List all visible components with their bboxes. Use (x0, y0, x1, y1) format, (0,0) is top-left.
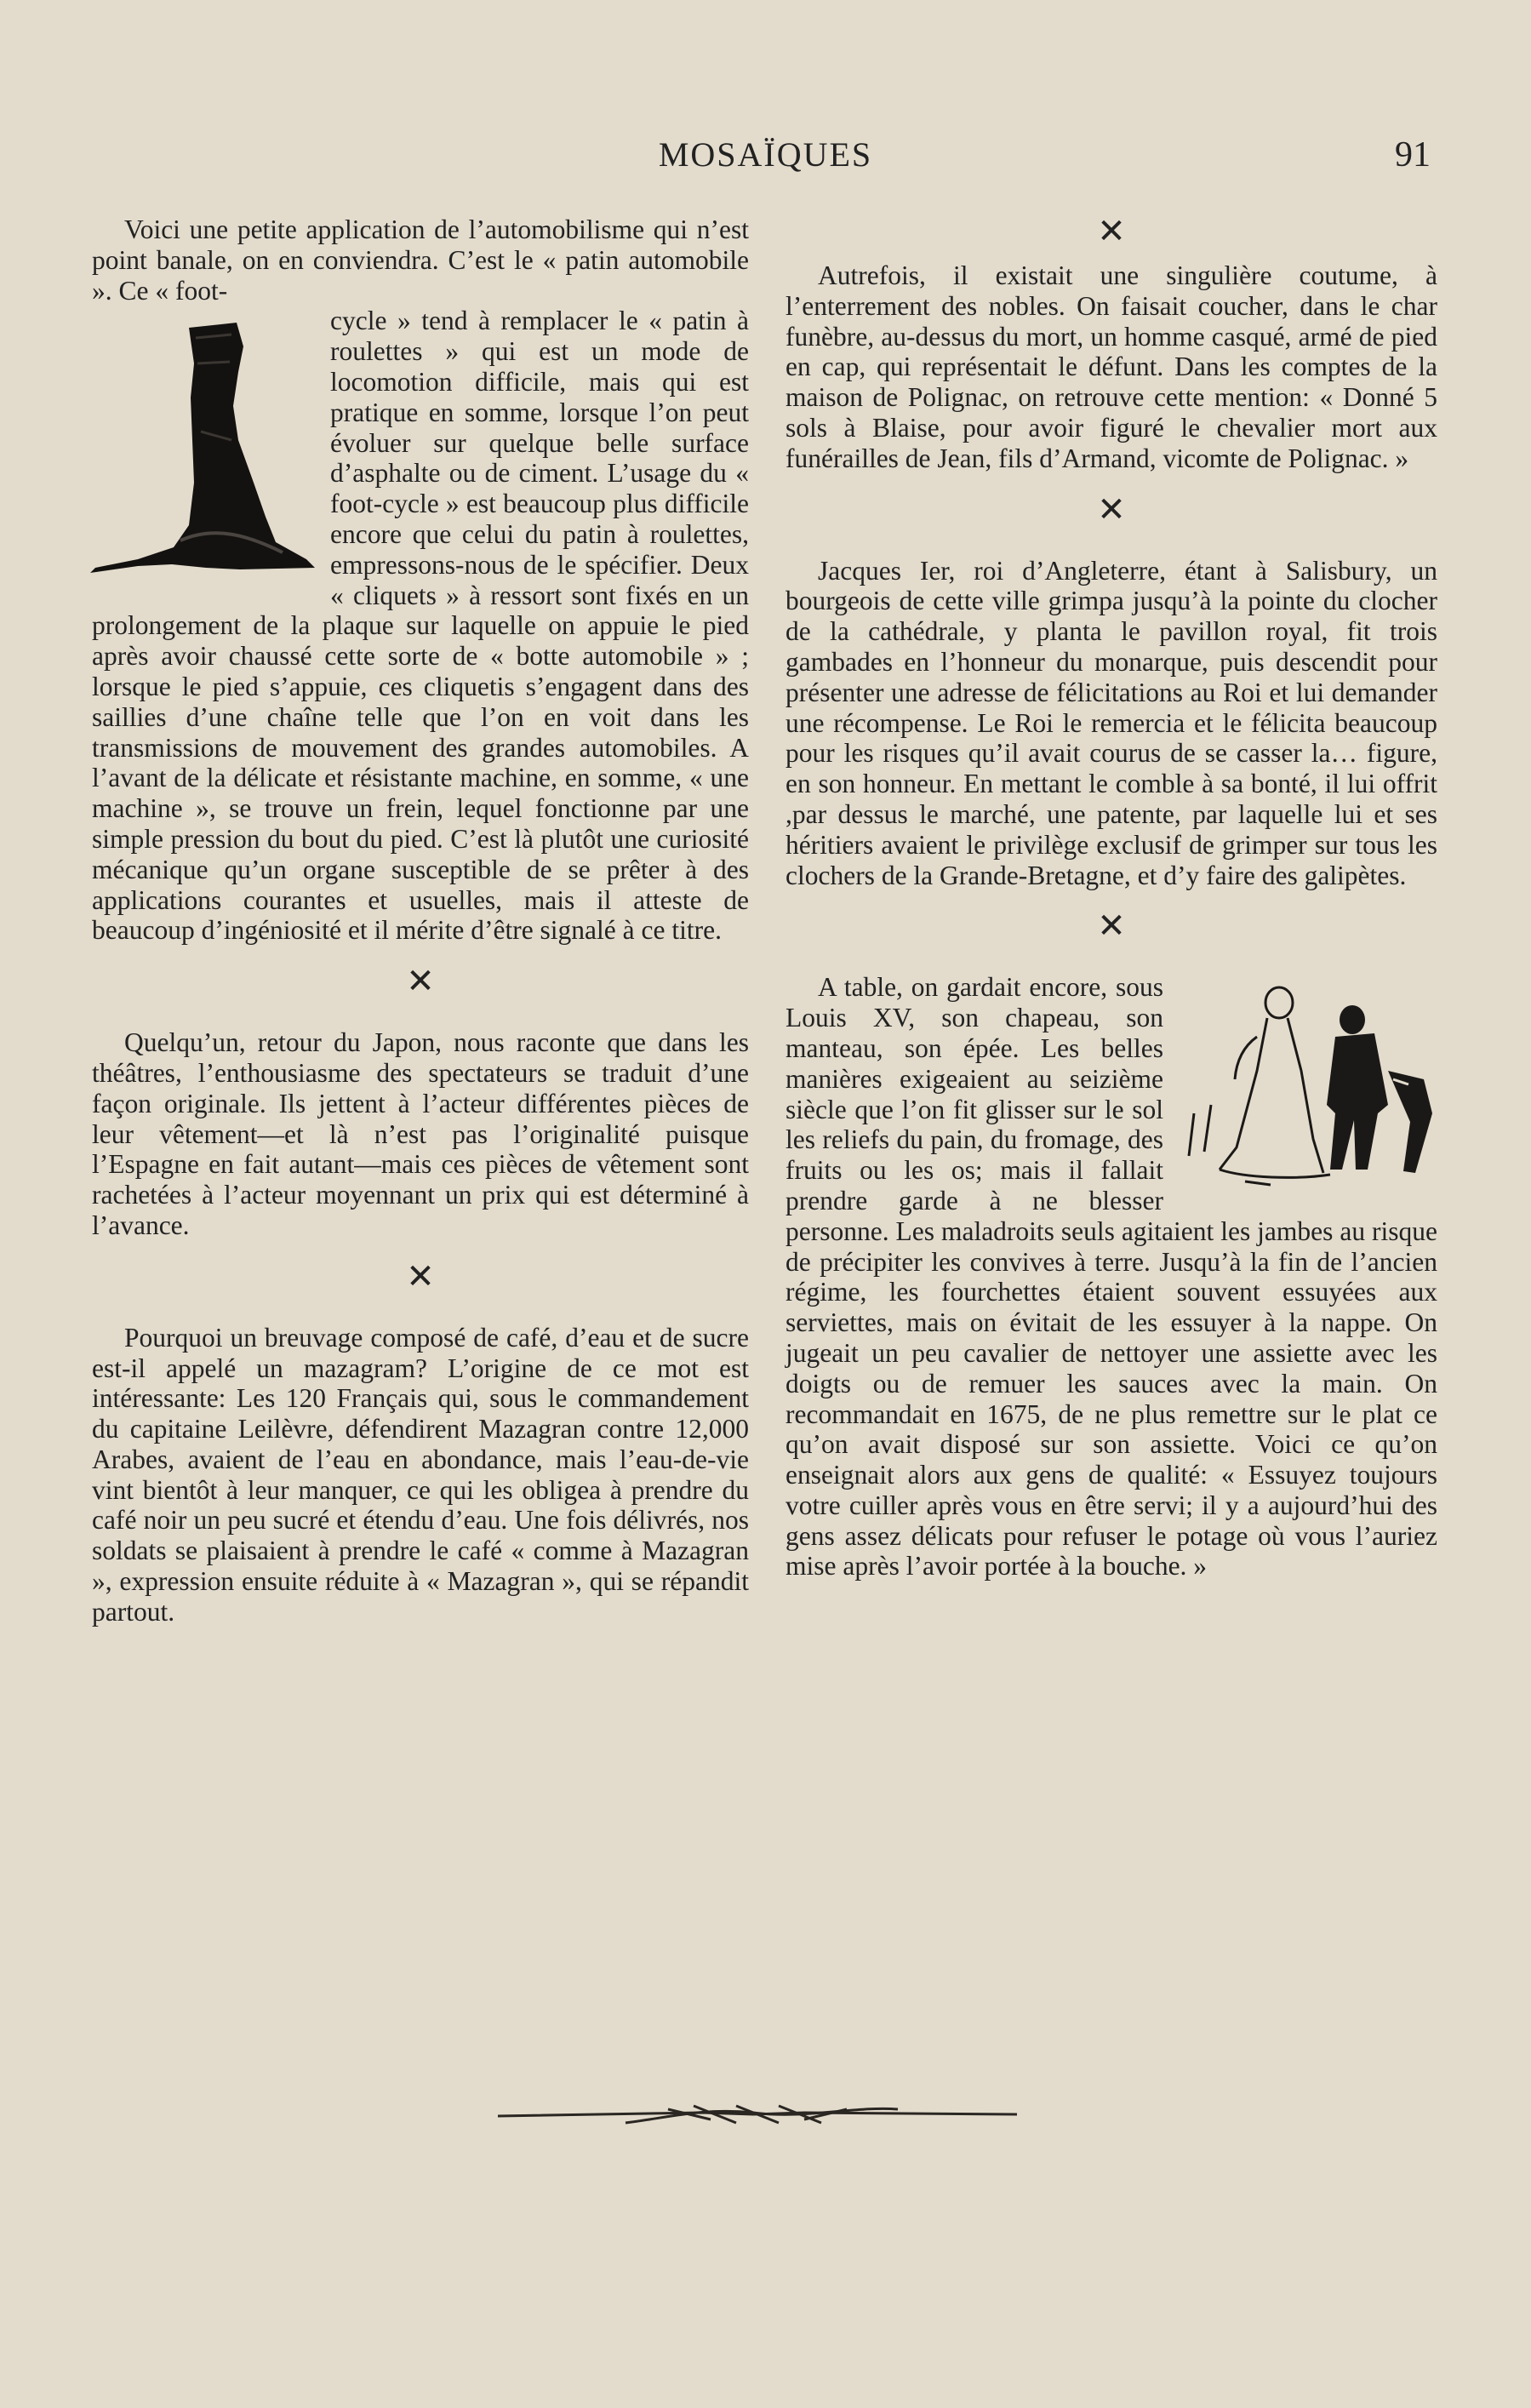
left-column (92, 214, 749, 1627)
section-separator: ✕ (406, 1256, 435, 1296)
decorative-ornament (498, 2097, 1017, 2131)
dining-figures-illustration (1185, 977, 1437, 1195)
right-column (785, 214, 1437, 1582)
page-number: 91 (1395, 135, 1431, 174)
article-jacques: Jacques Ier, roi d’Angleterre, étant à Salisbury, un bourgeois de cette ville grimpa jusqu’à la pointe du clocher de la cathédrale, y planta le pavillon royal, fit trois gambades en l’honneur du monarque, puis descendit pour présenter une adresse de félicitations au Roi et lui demander une récompense. Le Roi le remercia et le félicita beaucoup pour les risques qu’il avait courus de se casser la… figure, en son honneur. En mettant le comble à sa bonté, il lui offrit ,par dessus le marché, une patente, par laquelle lui et ses héritiers avaient le privilège exclusif de grimper sur tous les clochers de la Grande-Bretagne, et d’y faire des galipètes. (785, 555, 1437, 890)
section-separator: ✕ (1097, 907, 1126, 946)
article-polignac: Autrefois, il existait une singulière coutume, à l’enterrement des nobles. On faisait coucher, dans le char funèbre, au-dessus du mort, un homme casqué, armé de pied en cap, qui représentait le défunt. Dans les comptes de la maison de Polignac, on retrouve cette mention: « Donné 5 sols à Blaise, pour avoir figuré le chevalier mort aux funérailles de Jean, fils d’Armand, vicomte de Polignac. » (785, 260, 1437, 473)
section-separator: ✕ (1097, 212, 1126, 250)
article-table: A table, on gardait encore, sous Louis XV, son chapeau, son manteau, son épée. Les belles manières exigeaient au seizième siècle que l’on fit glisser sur le sol les reliefs du pain, du fromage, des fruits ou les os; mais il fallait prendre garde à ne blesser personne. Les maladroits seuls agitaient les jambes au risque de précipiter les convives à terre. Jusqu’à la fin de l’ancien régime, les fourchettes étaient souvent essuyées aux serviettes, mais on évitait de les essuyer à la nappe. On jugeait un peu cavalier de nettoyer une assiette avec les doigts ou de remuer les sauces avec la main. On recommandait en 1675, de ne plus remettre sur le plat ce qu’on avait disposé sur son assiette. Voici ce qu’on enseignait alors aux gens de qualité: « Essuyez toujours votre cuiller après vous en être servi; il y a aujourd’hui des gens assez délicats pour refuser le potage où vous l’auriez mise après l’avoir portée à la bouche. » (785, 972, 1437, 1582)
foot-cycle-boot-illustration (87, 312, 315, 585)
running-header-title: MOSAÏQUES (658, 135, 873, 174)
article-foot-cycle-body: cycle » tend à remplacer le « patin à roulettes » qui est un mode de locomotion difficile, mais qui est pratique en somme, lorsque l’on peut évoluer sur quelque belle surface d’asphalte ou de ciment. L’usage du « foot-cycle » est beaucoup plus difficile encore que celui du patin à roulettes, empressons-nous de le spécifier. Deux « cliquets » à ressort sont fixés en un prolongement de la plaque sur laquelle on appuie le pied après avoir chaussé cette sorte de « botte automobile » ; lorsque le pied s’appuie, ces cliquetis s’engagent dans des saillies d’une chaîne telle que l’on en voit dans les transmissions de mouvement des grandes automobiles. A l’avant de la délicate et résistante machine, en somme, « une machine », se trouve un frein, lequel fonctionne par une simple pression du bout du pied. C’est là plutôt une curiosité mécanique qu’un organe susceptible de se prêter à des applications courantes et usuelles, mais il atteste de beaucoup d’ingéniosité et il mérite d’être signalé à ce titre. (92, 306, 749, 946)
section-separator: ✕ (1097, 489, 1126, 529)
article-japon: Quelqu’un, retour du Japon, nous raconte que dans les théâtres, l’enthousiasme des spectateurs se traduit d’une façon originale. Ils jettent à l’acteur différentes pièces de leur vêtement—et là n’est pas l’originalité puisque l’Espagne en fait autant—mais ces pièces de vêtement sont rachetées à l’acteur moyennant un prix qui est déterminé à l’avance. (92, 1027, 749, 1240)
section-separator: ✕ (406, 962, 435, 1001)
article-mazagran: Pourquoi un breuvage composé de café, d’eau et de sucre est-il appelé un mazagram? L’origine de ce mot est intéressante: Les 120 Français qui, sous le commandement du capitaine Leilèvre, défendirent Mazagran contre 12,000 Arabes, avaient de l’eau en abondance, mais l’eau-de-vie vint bientôt à leur manquer, ce qui les obligea à prendre du café noir un peu sucré et étendu d’eau. Une fois délivrés, nos soldats se plaisaient à prendre le café « comme à Mazagran », expression ensuite réduite à « Mazagran », qui se répandit partout. (92, 1322, 749, 1627)
article-foot-cycle-intro: Voici une petite application de l’automobilisme qui n’est point banale, on en conviendra. C’est le « patin automobile ». Ce « foot- (92, 214, 749, 306)
